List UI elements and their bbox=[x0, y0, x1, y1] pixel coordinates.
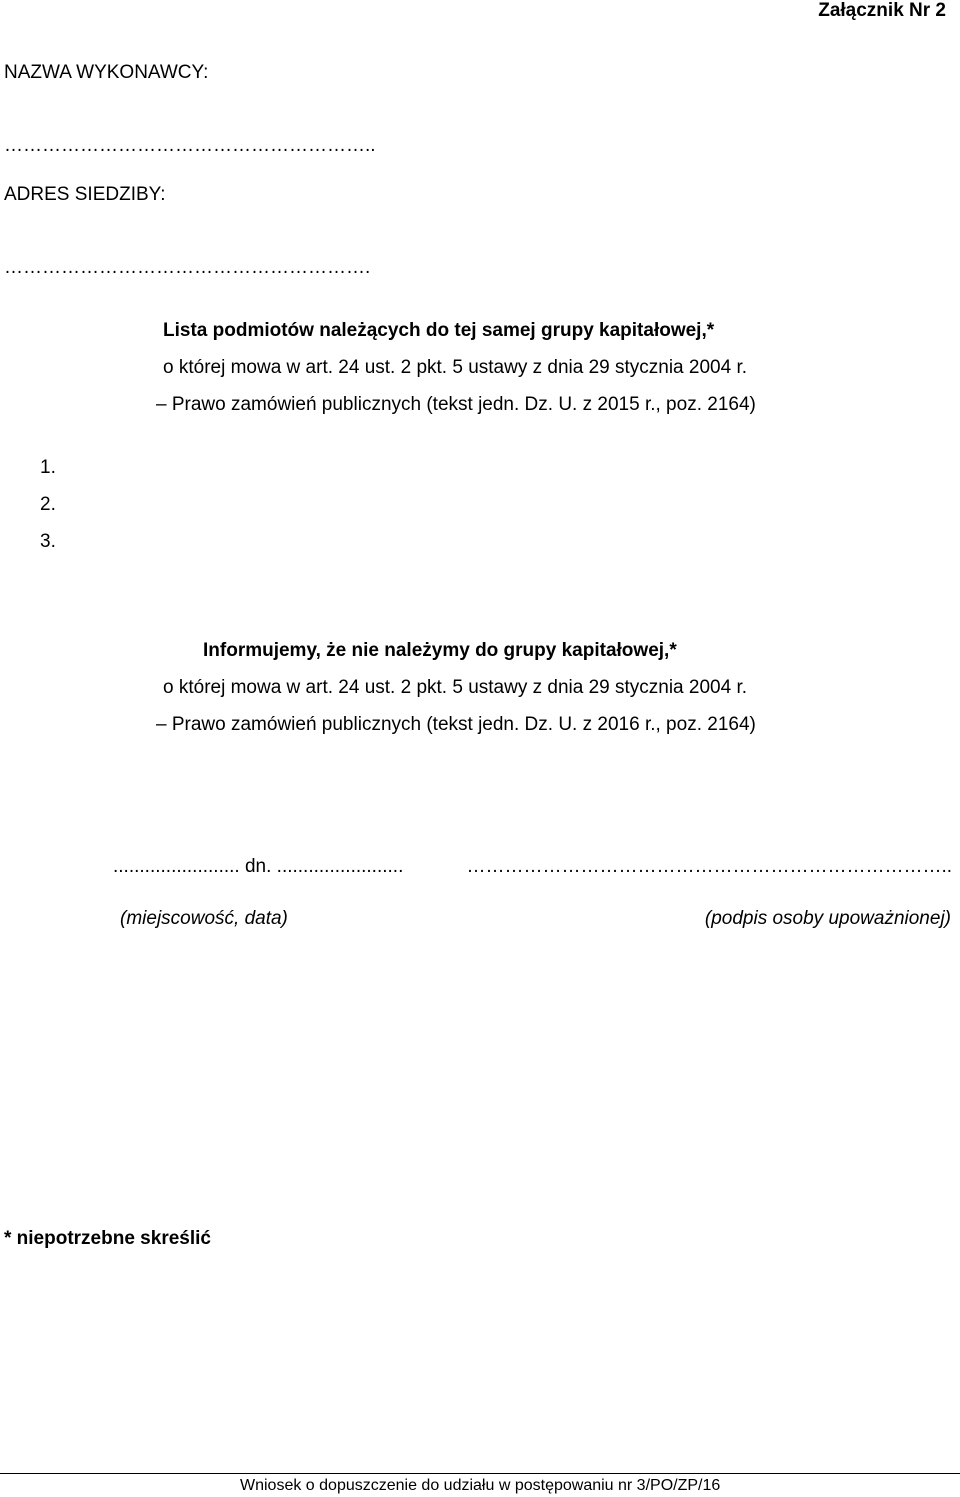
strike-out-note: * niepotrzebne skreślić bbox=[4, 1228, 211, 1249]
place-date-caption: (miejscowość, data) bbox=[120, 908, 288, 929]
list-item: 2. bbox=[40, 494, 56, 515]
no-group-legal-basis: o której mowa w art. 24 ust. 2 pkt. 5 ustawy z dnia 29 stycznia 2004 r. bbox=[163, 677, 748, 698]
group-list-title: Lista podmiotów należących do tej samej grupy kapitałowej,* bbox=[163, 320, 715, 341]
group-list-act-reference: – Prawo zamówień publicznych (tekst jedn. Dz. U. z 2015 r., poz. 2164) bbox=[156, 394, 756, 415]
list-item: 3. bbox=[40, 531, 56, 552]
contractor-address-label: ADRES SIEDZIBY: bbox=[4, 184, 166, 205]
no-group-title: Informujemy, że nie należymy do grupy kapitałowej,* bbox=[203, 640, 677, 661]
footer-text: Wniosek o dopuszczenie do udziału w postępowaniu nr 3/PO/ZP/16 bbox=[240, 1477, 721, 1494]
contractor-name-label: NAZWA WYKONAWCY: bbox=[4, 62, 209, 83]
no-group-act-reference: – Prawo zamówień publicznych (tekst jedn. Dz. U. z 2016 r., poz. 2164) bbox=[156, 714, 756, 735]
contractor-address-value: …………………………………………………. bbox=[4, 257, 371, 278]
signature-field: ………………………………………………………………….. bbox=[466, 856, 952, 877]
contractor-name-value: ………………………………………………….. bbox=[4, 135, 376, 156]
place-date-field: ........................ dn. ........................ bbox=[113, 856, 404, 877]
signature-caption: (podpis osoby upoważnionej) bbox=[704, 908, 951, 929]
group-list-legal-basis: o której mowa w art. 24 ust. 2 pkt. 5 ustawy z dnia 29 stycznia 2004 r. bbox=[163, 357, 748, 378]
attachment-label: Załącznik Nr 2 bbox=[818, 0, 946, 21]
list-item: 1. bbox=[40, 457, 56, 478]
footer-divider bbox=[0, 1473, 960, 1474]
